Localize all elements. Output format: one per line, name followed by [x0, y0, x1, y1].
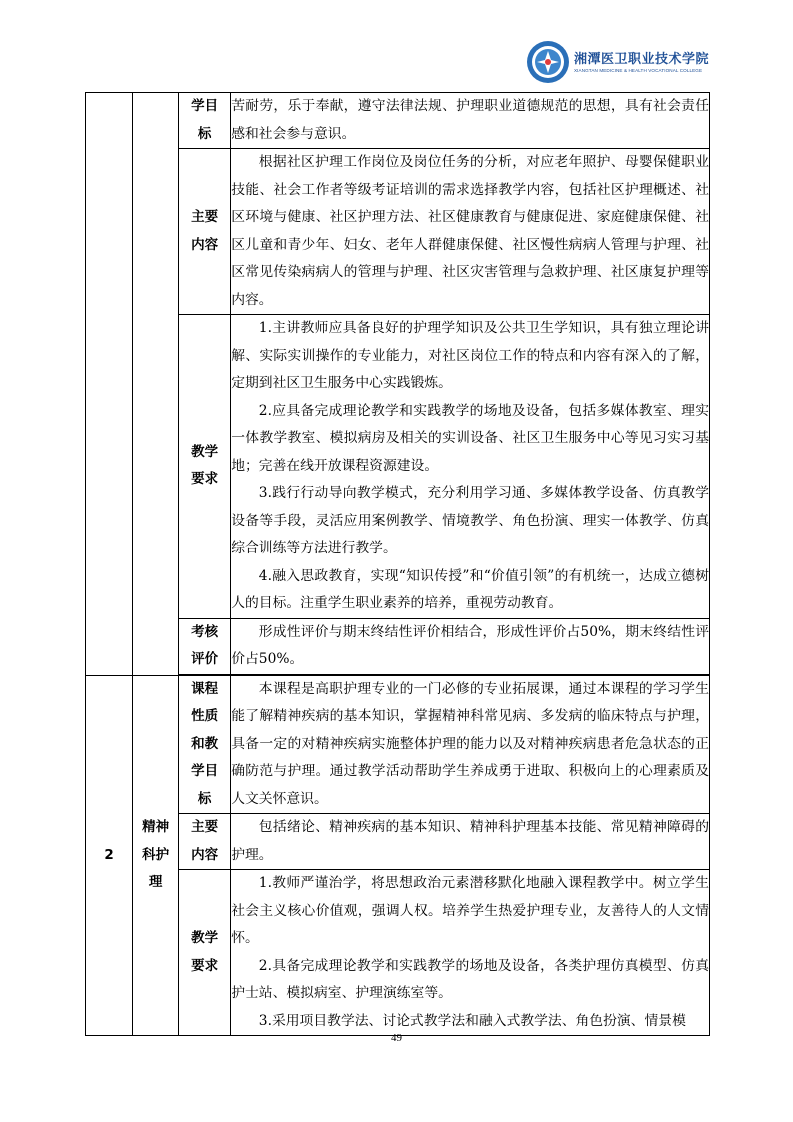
requirement-item: 1.主讲教师应具备良好的护理学知识及公共卫生学知识，具有独立理论讲解、实际实训操作的专业能力，对社区岗位工作的特点和内容有深入的了解，定期到社区卫生服务中心实践锻炼。	[231, 320, 709, 391]
college-logo	[526, 40, 716, 84]
requirement-item: 3.采用项目教学法、讨论式教学法和融入式教学法、角色扮演、情景模	[258, 1012, 686, 1029]
table-row	[86, 149, 710, 315]
table-row	[86, 315, 710, 619]
requirement-item: 1.教师严谨治学，将思想政治元素潜移默化地融入课程教学中。树立学生社会主义核心价值观，强调人权。培养学生热爱护理专业，友善待人的人文情怀。	[231, 875, 709, 946]
course-table	[85, 92, 710, 1036]
requirement-item: 2.应具备完成理论教学和实践教学的场地及设备，包括多媒体教室、理实一体教学教室、模拟病房及相关的实训设备、社区卫生服务中心等见习实习基地；完善在线开放课程资源建设。	[231, 402, 709, 474]
row-label-goals: 学目 标	[179, 93, 231, 149]
logo-english-name: XIANGTAN MEDICINE & HEALTH VOCATIONAL COLLEGE	[574, 68, 703, 73]
row-label-content: 主要 内容	[179, 149, 231, 315]
table-row	[86, 675, 710, 814]
course-number-cell	[86, 93, 133, 676]
content-text: 包括绪论、精神疾病的基本知识、精神科护理基本技能、常见精神障碍的护理。	[231, 814, 710, 870]
row-label-goals: 课程 性质 和教 学目 标	[179, 675, 231, 814]
content-text: 根据社区护理工作岗位及岗位任务的分析，对应老年照护、母婴保健职业技能、社会工作者等级考证培训的需求选择教学内容，包括社区护理概述、社区环境与健康、社区护理方法、社区健康教育与健康促进、家庭健康保健、社区儿童和青少年、妇女、老年人群健康保健、社区慢性病病人管理与护理、社区常见传染病病人的管理与护理、社区灾害管理与急救护理、社区康复护理等内容。	[231, 149, 710, 315]
table-row	[86, 93, 710, 149]
course-number: 2	[86, 675, 133, 1036]
table-row	[86, 814, 710, 870]
requirements-text	[231, 315, 710, 619]
row-label-requirements: 教学 要求	[179, 870, 231, 1036]
requirement-item: 4.融入思政教育，实现“知识传授”和“价值引领”的有机统一，达成立德树人的目标。注重学生职业素养的培养，重视劳动教育。	[231, 567, 709, 611]
table-row	[86, 618, 710, 674]
course-name-cell	[133, 93, 179, 676]
row-label-assessment: 考核 评价	[179, 618, 231, 674]
requirement-item: 3.践行行动导向教学模式，充分利用学习通、多媒体教学设备、仿真教学设备等手段，灵活应用案例教学、情境教学、角色扮演、理实一体教学、仿真综合训练等方法进行教学。	[231, 485, 709, 556]
logo-chinese-name: 湘潭医卫职业技术学院	[574, 52, 710, 67]
row-label-content: 主要 内容	[179, 814, 231, 870]
goals-text: 苦耐劳，乐于奉献，遵守法律法规、护理职业道德规范的思想，具有社会责任感和社会参与意识。	[231, 93, 710, 149]
college-emblem-icon	[526, 40, 570, 84]
row-label-requirements: 教学 要求	[179, 315, 231, 619]
requirement-item: 2.具备完成理论教学和实践教学的场地及设备，各类护理仿真模型、仿真护士站、模拟病室、护理演练室等。	[231, 957, 709, 1001]
requirements-text	[231, 870, 710, 1036]
assessment-text: 形成性评价与期末终结性评价相结合，形成性评价占50%，期末终结性评价占50%。	[231, 618, 710, 674]
course-name: 精神 科护 理	[133, 675, 179, 1036]
page-number: 49	[391, 1032, 402, 1044]
goals-text: 本课程是高职护理专业的一门必修的专业拓展课，通过本课程的学习学生能了解精神疾病的基本知识，掌握精神科常见病、多发病的临床特点与护理，具备一定的对精神疾病实施整体护理的能力以及对精神疾病患者危急状态的正确防范与护理。通过教学活动帮助学生养成勇于进取、积极向上的心理素质及人文关怀意识。	[231, 675, 710, 814]
table-row	[86, 870, 710, 1036]
